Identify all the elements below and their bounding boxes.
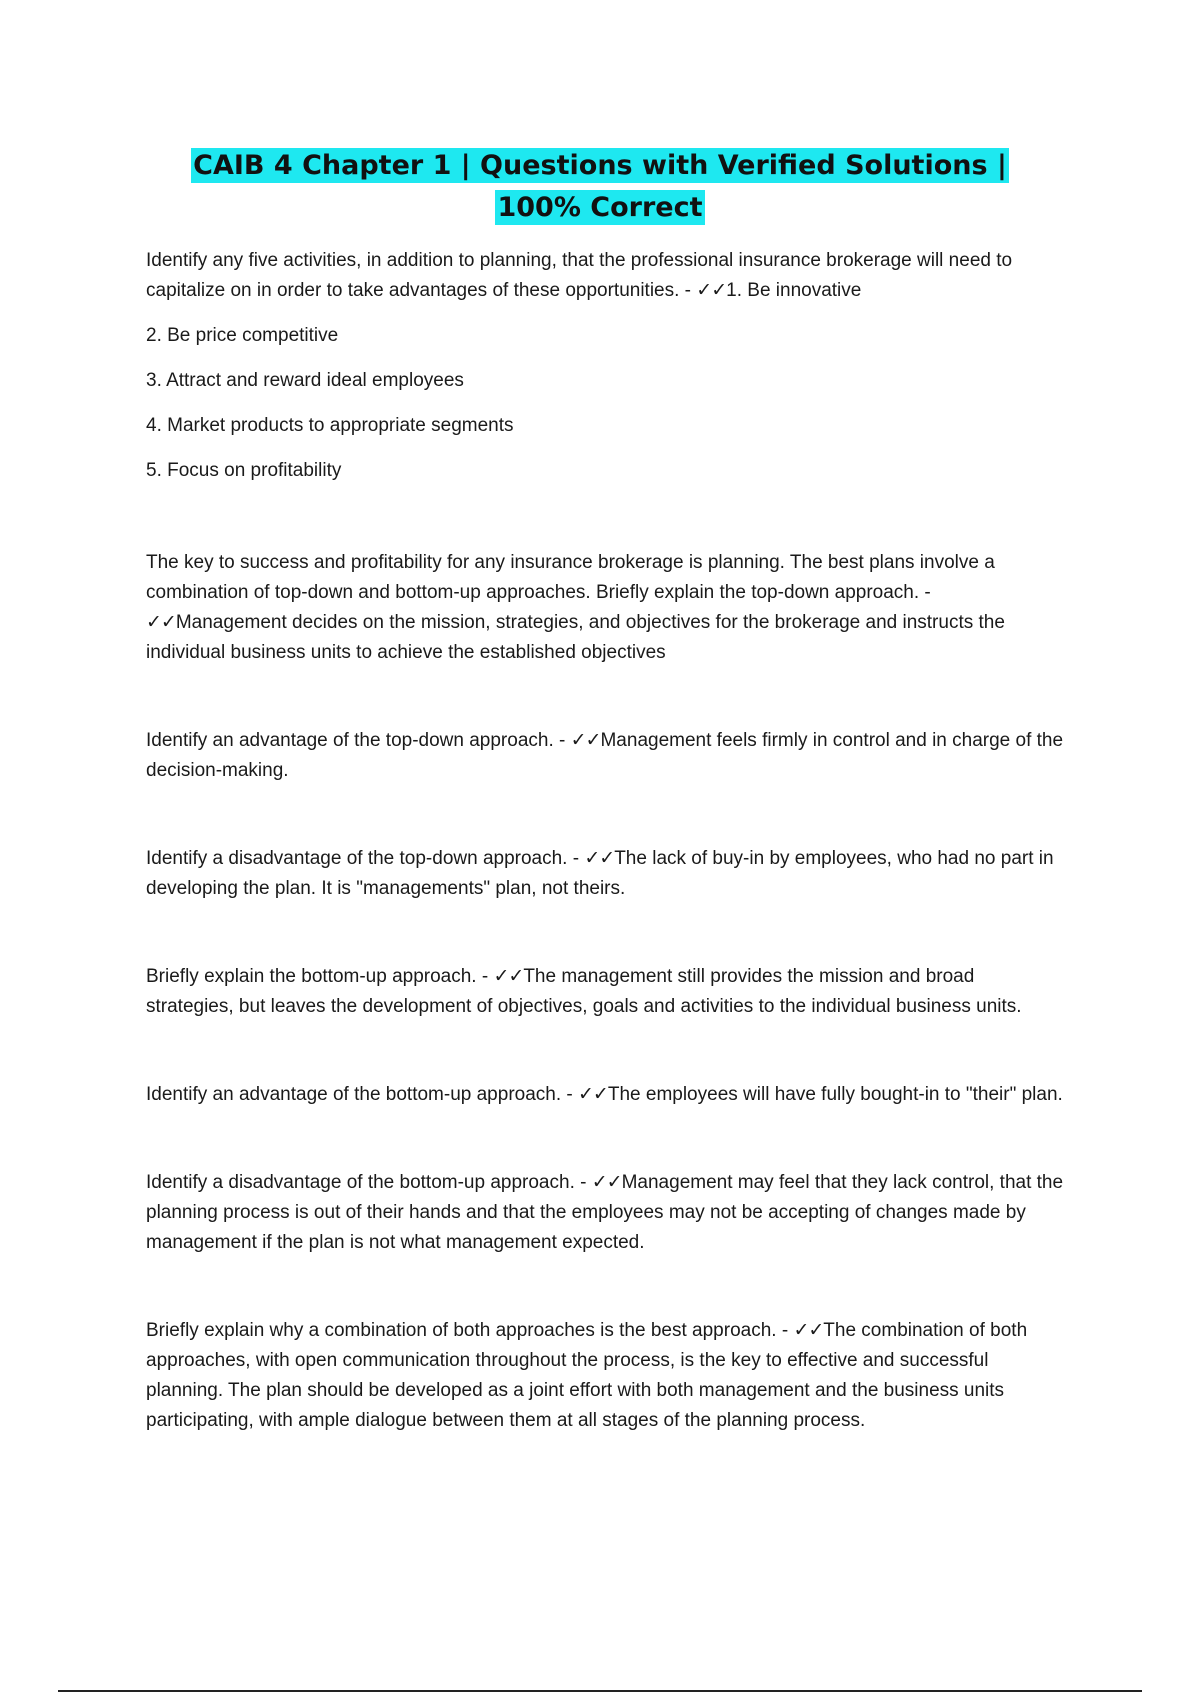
question-text: Identify an advantage of the top-down approach. [146, 730, 554, 751]
separator: - [679, 280, 697, 301]
qa-item [146, 548, 1066, 668]
answer-text: The lack of buy-in by employees, who had no part in developing the plan. It is "managements" plan, not theirs. [146, 848, 1054, 899]
answer-list-item: 4. Market products to appropriate segments [146, 415, 514, 436]
separator: - [553, 730, 571, 751]
qa-item [146, 1168, 1066, 1258]
qa-item [146, 1080, 1066, 1110]
footer-divider [58, 1690, 1142, 1692]
double-check-icon: ✓✓ [146, 612, 176, 633]
title-highlight: CAIB 4 Chapter 1 | Questions with Verified Solutions | 100% Correct [193, 150, 1007, 223]
answer-list-item: 5. Focus on profitability [146, 460, 342, 481]
separator: - [561, 1084, 579, 1105]
qa-item [146, 726, 1066, 786]
question-text: Briefly explain the bottom-up approach. [146, 966, 477, 987]
qa-item [146, 1316, 1066, 1436]
double-check-icon: ✓✓ [696, 280, 727, 301]
answer-text: The employees will have fully bought-in to "their" plan. [607, 1084, 1063, 1105]
double-check-icon: ✓✓ [570, 730, 601, 751]
separator: - [919, 582, 931, 603]
answer-list-item: 1. Be innovative [726, 280, 862, 301]
answer-list-item: 2. Be price competitive [146, 325, 339, 346]
answer-text: The combination of both approaches, with open communication throughout the process, is the key to effective and successful planning. The plan should be developed as a joint effort with both management and the business units participating, with ample dialogue between them at all stages of the planning process. [146, 1320, 1028, 1431]
answer-text: Management may feel that they lack control, that the planning process is out of their hands and that the employees may not be accepting of changes made by management if the plan is not what management expected. [146, 1172, 1064, 1253]
answer-text: Management decides on the mission, strategies, and objectives for the brokerage and instructs the individual business units to achieve the established objectives [146, 612, 1005, 663]
document-body [146, 246, 1066, 1436]
separator: - [776, 1320, 794, 1341]
qa-item [146, 844, 1066, 904]
separator: - [574, 1172, 592, 1193]
answer-text: The management still provides the mission and broad strategies, but leaves the development of objectives, goals and activities to the individual business units. [146, 966, 1022, 1017]
question-text: Identify a disadvantage of the top-down approach. [146, 848, 568, 869]
document-title [150, 145, 1050, 229]
double-check-icon: ✓✓ [493, 966, 524, 987]
answer-text: Management feels firmly in control and in charge of the decision-making. [146, 730, 1064, 781]
qa-item [146, 962, 1066, 1022]
answer-list-item: 3. Attract and reward ideal employees [146, 370, 464, 391]
separator: - [567, 848, 585, 869]
question-text: Briefly explain why a combination of both approaches is the best approach. [146, 1320, 777, 1341]
double-check-icon: ✓✓ [793, 1320, 824, 1341]
question-text: Identify any five activities, in addition to planning, that the professional insurance brokerage will need to capitalize on in order to take advantages of these opportunities. [146, 250, 1013, 301]
question-text: Identify an advantage of the bottom-up approach. [146, 1084, 562, 1105]
question-text: The key to success and profitability for any insurance brokerage is planning. The best plans involve a combination of top-down and bottom-up approaches. Briefly explain the top-down approach. [146, 552, 995, 603]
separator: - [476, 966, 494, 987]
question-text: Identify a disadvantage of the bottom-up approach. [146, 1172, 575, 1193]
double-check-icon: ✓✓ [591, 1172, 622, 1193]
qa-item [146, 246, 1066, 306]
double-check-icon: ✓✓ [578, 1084, 608, 1105]
double-check-icon: ✓✓ [584, 848, 615, 869]
